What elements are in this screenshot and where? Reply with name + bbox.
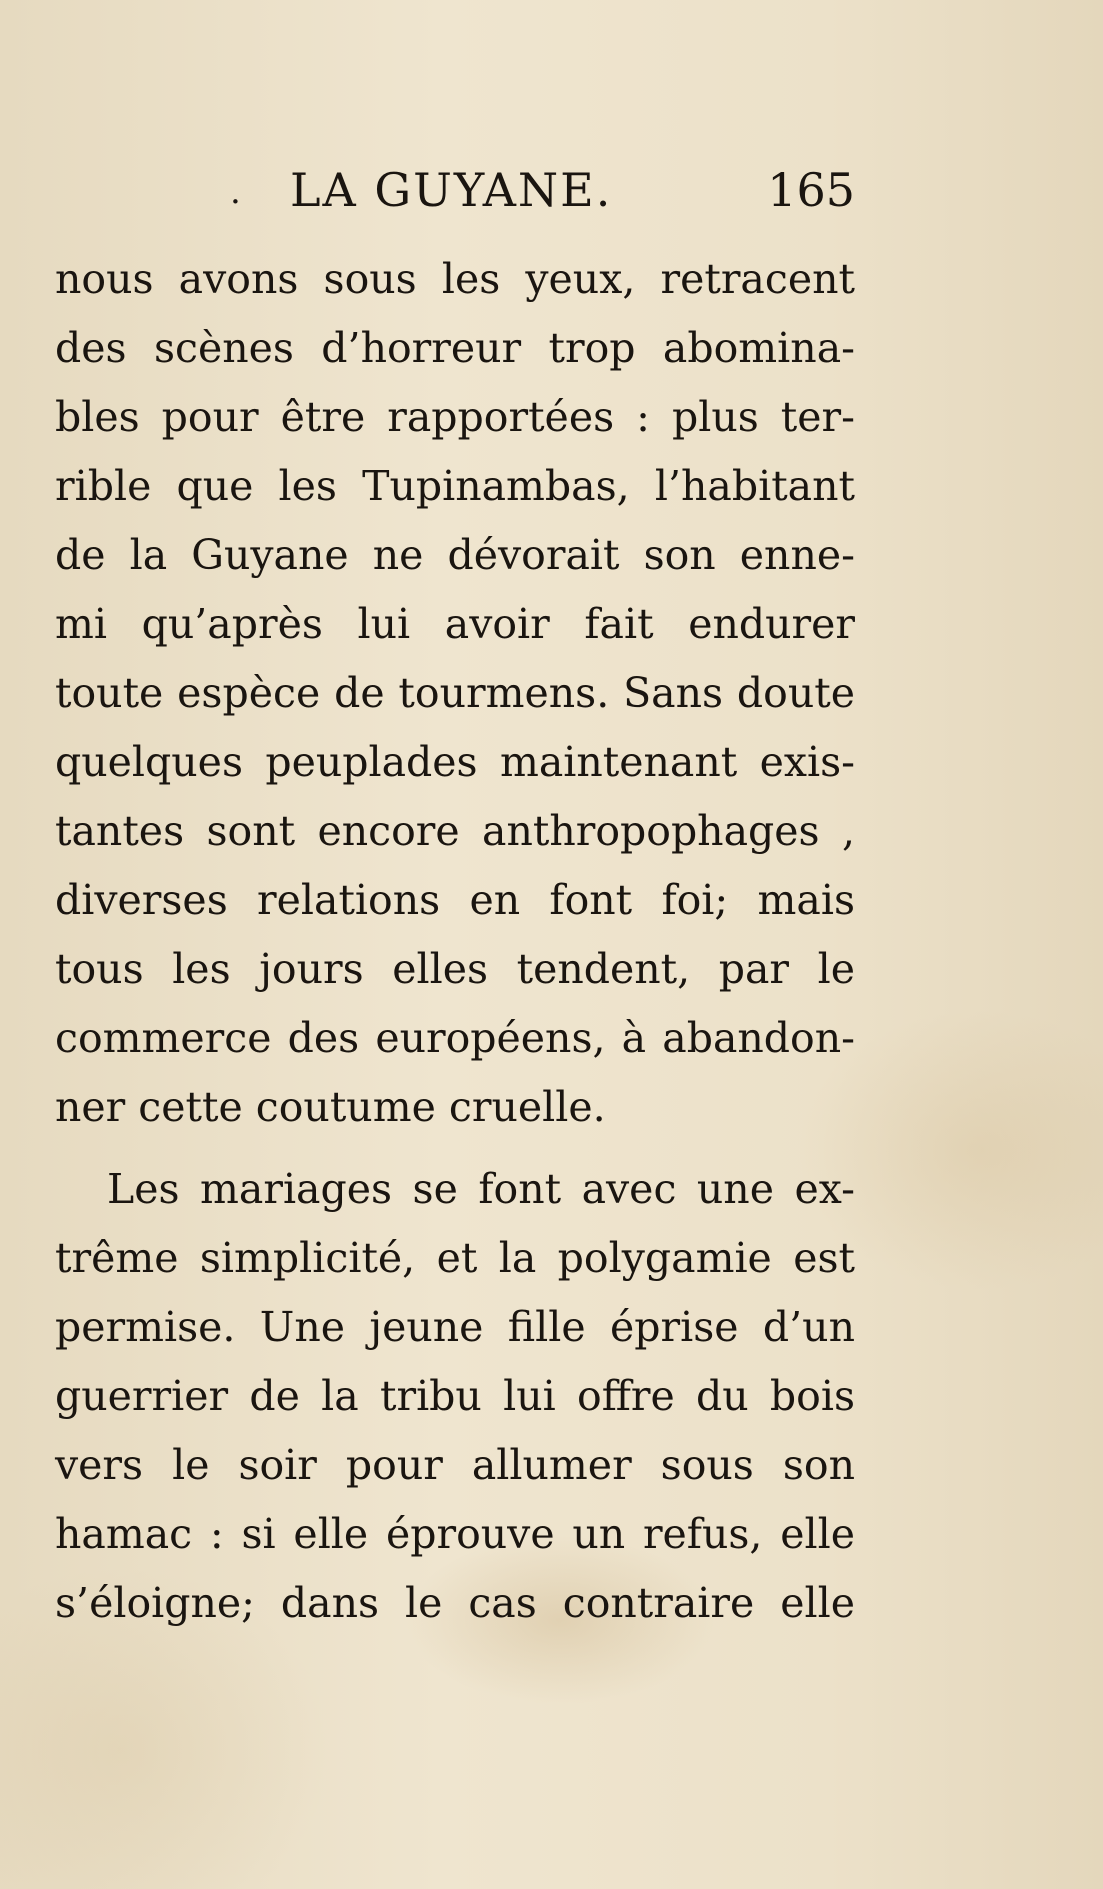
text-line: hamac : si elle éprouve un refus, elle	[55, 1510, 855, 1558]
text-line: trême simplicité, et la polygamie est	[55, 1234, 855, 1282]
header-marker: .	[230, 172, 241, 212]
text-line: tous les jours elles tendent, par le	[55, 945, 855, 993]
text-line: Les mariages se font avec une ex-	[107, 1165, 855, 1213]
text-line: toute espèce de tourmens. Sans doute	[55, 669, 855, 717]
text-line: quelques peuplades maintenant exis-	[55, 738, 855, 786]
page-number: 165	[767, 163, 855, 217]
text-line: rible que les Tupinambas, l’habitant	[55, 462, 855, 510]
running-title: LA GUYANE.	[290, 163, 613, 217]
text-line: bles pour être rapportées : plus ter-	[55, 393, 855, 441]
text-line: nous avons sous les yeux, retracent	[55, 255, 855, 303]
text-line: mi qu’après lui avoir fait endurer	[55, 600, 855, 648]
text-line: tantes sont encore anthropophages ,	[55, 807, 855, 855]
text-line: des scènes d’horreur trop abomina-	[55, 324, 855, 372]
text-line: de la Guyane ne dévorait son enne-	[55, 531, 855, 579]
running-head	[55, 160, 855, 220]
paragraph-gap	[55, 1142, 855, 1155]
paragraph-2	[55, 1155, 855, 1638]
text-line: guerrier de la tribu lui offre du bois	[55, 1372, 855, 1420]
body-text	[55, 245, 855, 1638]
text-line: vers le soir pour allumer sous son	[55, 1441, 855, 1489]
text-line: ner cette coutume cruelle.	[55, 1083, 606, 1131]
text-line: diverses relations en font foi; mais	[55, 876, 855, 924]
paragraph-1	[55, 245, 855, 1142]
text-line: commerce des européens, à abandon-	[55, 1014, 855, 1062]
text-line: s’éloigne; dans le cas contraire elle	[55, 1579, 855, 1627]
text-line: permise. Une jeune fille éprise d’un	[55, 1303, 855, 1351]
